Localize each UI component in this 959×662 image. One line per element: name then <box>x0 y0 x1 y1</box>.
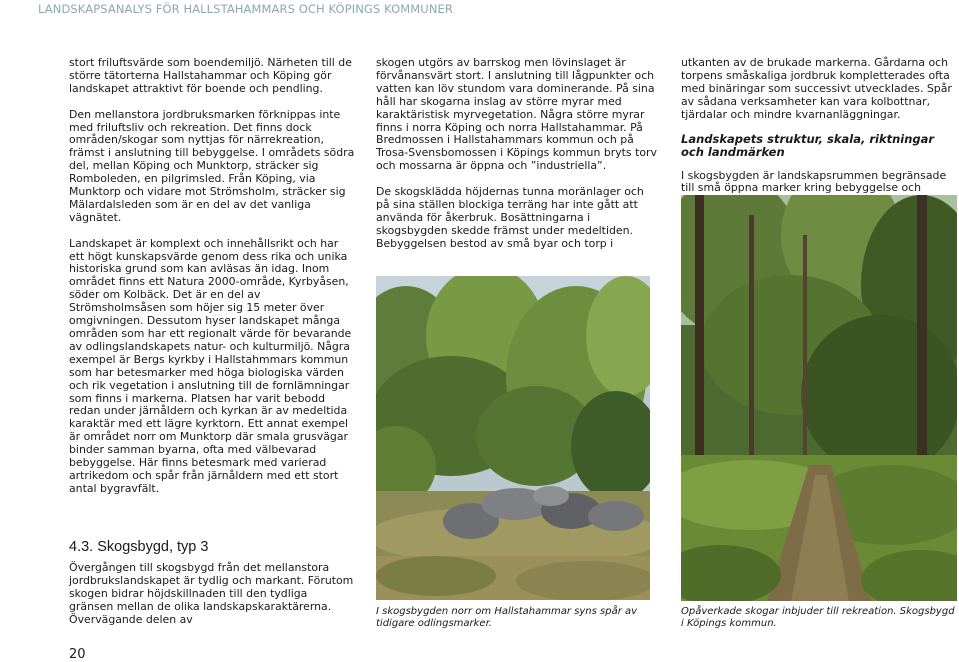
text-column-1 <box>69 57 355 509</box>
photo-caption: Opåverkade skogar inbjuder till rekreation. Skogsbygd i Köpings kommun. <box>681 606 955 629</box>
subheading: Landskapets struktur, skala, riktningar och landmärken <box>681 131 935 159</box>
paragraph: I skogsbygden är landskapsrummen begränsade till små öppna marker kring bebyggelse och <box>681 168 947 195</box>
section-heading: 4.3. Skogsbygd, typ 3 <box>69 539 209 555</box>
photo-caption: I skogsbygden norr om Hallstahammar syns spår av tidigare odlingsmarker. <box>376 606 638 629</box>
forest-clearing-photo <box>376 276 650 600</box>
section-body: Övergången till skogsbygd från det mellanstora jordbrukslandskapet är tydlig och markant. Förutom skogen bidrar höjdskillnaden till den tydliga gränsen mellan de olika landskapskaraktärerna. Övervägande delen av <box>69 561 354 626</box>
forest-path-image <box>681 195 957 601</box>
paragraph: skogen utgörs av barrskog men lövinslaget är förvånansvärt stort. I anslutning till lågpunkter och vatten kan löv stundom vara dominerande. På sina håll har skogarna inslag av större myrar med karaktäristisk myrvegetation. Några större myrar finns i norra Köping och norra Hallstahammar. På Bredmossen i Hallstahammars kommun och på Trosa-Svensbomossen i Köpings kommun bryts torv och mossarna är öppna och ”industriella”. <box>376 56 657 173</box>
text-column-3 <box>681 57 957 206</box>
paragraph: stort friluftsvärde som boendemiljö. Närheten till de större tätorterna Hallstahammar och Köping gör landskapet attraktivt för boende och pendling. <box>69 56 352 95</box>
paragraph: Den mellanstora jordbruksmarken förknippas inte med friluftsliv och rekreation. Det finns dock områden/skogar som nyttjas för närrekreation, främst i anslutning till bebyggelse. I områdets södra del, mellan Köping och Munktorp, sträcker sig Romboleden, en pilgrimsled. Från Köping, via Munktorp och vidare mot Strömsholm, sträcker sig Mälardalsleden som är en del av det vanliga vägnätet. <box>69 107 355 224</box>
page-number: 20 <box>69 647 86 662</box>
paragraph: utkanten av de brukade markerna. Gårdarna och torpens småskaliga jordbruk kompletterades ofta med binäringar som successivt utvecklades. Spår av sådana verksamheter kan vara kolbottnar, tjärdalar och mindre kvarnanläggningar. <box>681 56 952 121</box>
paragraph: De skogsklädda höjdernas tunna moränlager och på sina ställen blockiga terräng har inte gått att använda för åkerbruk. Bosättningarna i skogsbygden skedde främst under medeltiden. Bebyggelsen bestod av små byar och torp i <box>376 185 644 250</box>
running-header: LANDSKAPSANALYS FÖR HALLSTAHAMMARS OCH KÖPINGS KOMMUNER <box>38 2 453 16</box>
paragraph: Landskapet är komplext och innehållsrikt och har ett högt kunskapsvärde genom dess rika och unika historiska grund som kan avläsas än idag. Inom området finns ett Natura 2000-område, Kyrbyåsen, söder om Kolbäck. Det är en del av Strömsholmsåsen som höjer sig 15 meter över omgivningen. Dessutom hyser landskapet många områden som har ett regionalt värde för bevarande av odlingslandskapets natur- och kulturmiljö. Några exempel är Bergs kyrkby i Hallstahmmars kommun som har betesmarker med höga biologiska värden och rik vegetation i anslutning till de fornlämningar som finns i markerna. Platsen har varit bebodd redan under järnåldern och kyrkan är av medeltida karaktär med ett lägre kyrktorn. Ett annat exempel är området norr om Munktorp där smala grusvägar binder samman byarna, ofta med välbevarad bebyggelse. Här finns betesmark med varierad artrikedom och spår från järnåldern med ett stort antal bygravfält. <box>69 236 352 495</box>
forest-clearing-image <box>376 276 650 600</box>
forest-path-photo <box>681 195 957 601</box>
text-column-2 <box>376 57 660 263</box>
